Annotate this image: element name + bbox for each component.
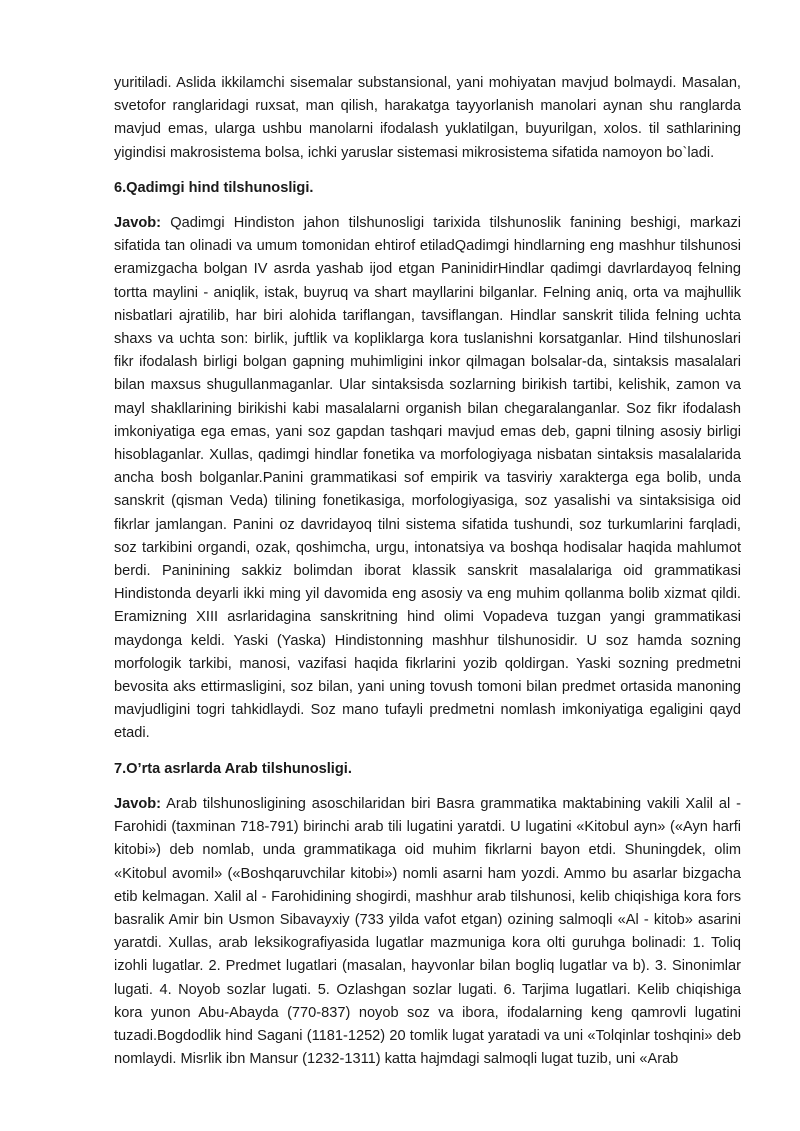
answer-label: Javob: (114, 215, 162, 232)
answer-text: Qadimgi Hindiston jahon tilshunosligi tarixida tilshunoslik fanining beshigi, markazi sifatida tan olinadi va umum tomonidan ehtirof etiladQadimgi hindlarning eng mashhur tilshunosi eramizgacha bolgan IV asrda yashab ijod etgan PaninidirHindlar qadimgi davrlardayoq felning tortta maylini - aniqlik, istak, buyruq va shart mayllarini bilganlar. Felning aniq, orta va majhullik nisbatlari ajratilib, har biri alohida tariflangan, tavsiflangan. Hindlar sanskrit tilida felning uchta shaxs va uchta son: birlik, juftlik va kopliklarga kora tuslanishni korsatganlar. Hind tilshunoslari fikr ifodalash birligi bolgan gapning muhimligini inkor qilmagan bolsalar-da, sintaksis masalalari bilan maxsus shugullanmaganlar. Ular sintaksisda sozlarning birikish tartibi, kelishik, zamon va mayl shakllarining birikishi kabi masalalarni organish bilan chegaralanganlar. Soz fikr ifodalash imkoniyatiga ega emas, yani soz gapdan tashqari mavjud emas deb, gapni tilning asosiy birligi hisoblaganlar. Xullas, qadimgi hindlar fonetika va morfologiyaga nisbatan sintaksis masalalarida ancha bosh bolganlar.Panini grammatikasi sof empirik va tasviriy xarakterga ega bolib, unda sanskrit (qisman Veda) tilining fonetikasiga, morfologiyasiga, soz yasalishi va sintaksisiga oid fikrlar jamlangan. Panini oz davridayoq tilni sistema sifatida tushundi, soz turkumlarini farqladi, soz tarkibini organdi, ozak, qoshimcha, urgu, intonatsiya va boshqa hodisalar haqida mahlumot berdi. Paninining sakkiz bolimdan iborat klassik sanskrit masalalariga oid grammatikasi Hindistonda deyarli ikki ming yil davomida eng asosiy va eng muhim qollanma bolib xizmat qildi. Eramizning XIII asrlaridagina sanskritning hind olimi Vopadeva tuzgan yangi grammatikasi maydonga keldi. Yaski (Yaska) Hindistonning mashhur tilshunosidir. U soz hamda sozning morfologik tarkibi, manosi, vazifasi haqida fikrlarini yozib qoldirgan. Yaski sozning predmetni bevosita aks ettirmasligini, soz bilan, yani uning tovush tomoni bilan predmet ortasida manoning mavjudligini togri tahkidlaydi. Soz mano tufayli predmetni nomlash imkoniyatiga egaligini qayd etadi. (114, 215, 741, 742)
intro-paragraph: yuritiladi. Aslida ikkilamchi sisemalar substansional, yani mohiyatan mavjud bolmaydi. Masalan, svetofor ranglaridagi ruxsat, man qilish, harakatga tayyorlanish manolari aynan shu ranglarda mavjud emas, ularga ushbu manolarni ifodalash yuklatilgan, buyurilgan, xolos. til sathlarining yigindisi makrosistema bolsa, ichki yaruslar sistemasi mikrosistema sifatida namoyon bo`ladi. (114, 75, 741, 161)
section-heading-medieval-arab-linguistics: 7.O’rta asrlarda Arab tilshunosligi. (114, 760, 352, 777)
answer-text: Arab tilshunosligining asoschilaridan biri Basra grammatika maktabining vakili Xalil al - Farohidi (taxminan 718-791) birinchi arab tili lugatini yaratdi. U lugatini «Kitobul ayn» («Ayn harfi kitobi») deb nomlab, unda grammatikaga oid muhim fikrlarni bayon etdi. Shuningdek, olim «Kitobul avomil» («Boshqaruvchilar kitobi») nomli asarni ham yozdi. Ammo bu asarlar bizgacha etib kelmagan. Xalil al - Farohidining shogirdi, mashhur arab tilshunosi, kelib chiqishiga kora fors basralik Amir bin Usmon Sibavayxiy (733 yilda vafot etgan) ozining salmoqli «Al - kitob» asarini yaratdi. Xullas, arab leksikografiyasida lugatlar mazmuniga kora olti guruhga bolinadi: 1. Toliq izohli lugatlar. 2. Predmet lugatlari (masalan, hayvonlar bilan bogliq lugatlar va b). 3. Sinonimlar lugati. 4. Noyob sozlar lugati. 5. Ozlashgan sozlar lugati. 6. Tarjima lugatlari. Kelib chiqishiga kora yunon Abu-Abayda (770-837) noyob soz va ibora, ifodalarning keng qamrovli lugatini tuzadi.Bogdodlik hind Sagani (1181-1252) 20 tomlik lugat yaratadi va uni «Tolqinlar toshqini» deb nomlaydi. Misrlik ibn Mansur (1232-1311) katta hajmdagi salmoqli lugat tuzib, uni «Arab (114, 795, 741, 1068)
section-answer-medieval-arab-linguistics (114, 793, 741, 1071)
section-heading-ancient-indian-linguistics: 6.Qadimgi hind tilshunosligi. (114, 179, 314, 196)
answer-label: Javob: (114, 795, 162, 812)
document-page (114, 72, 741, 1083)
section-answer-ancient-indian-linguistics (114, 212, 741, 746)
